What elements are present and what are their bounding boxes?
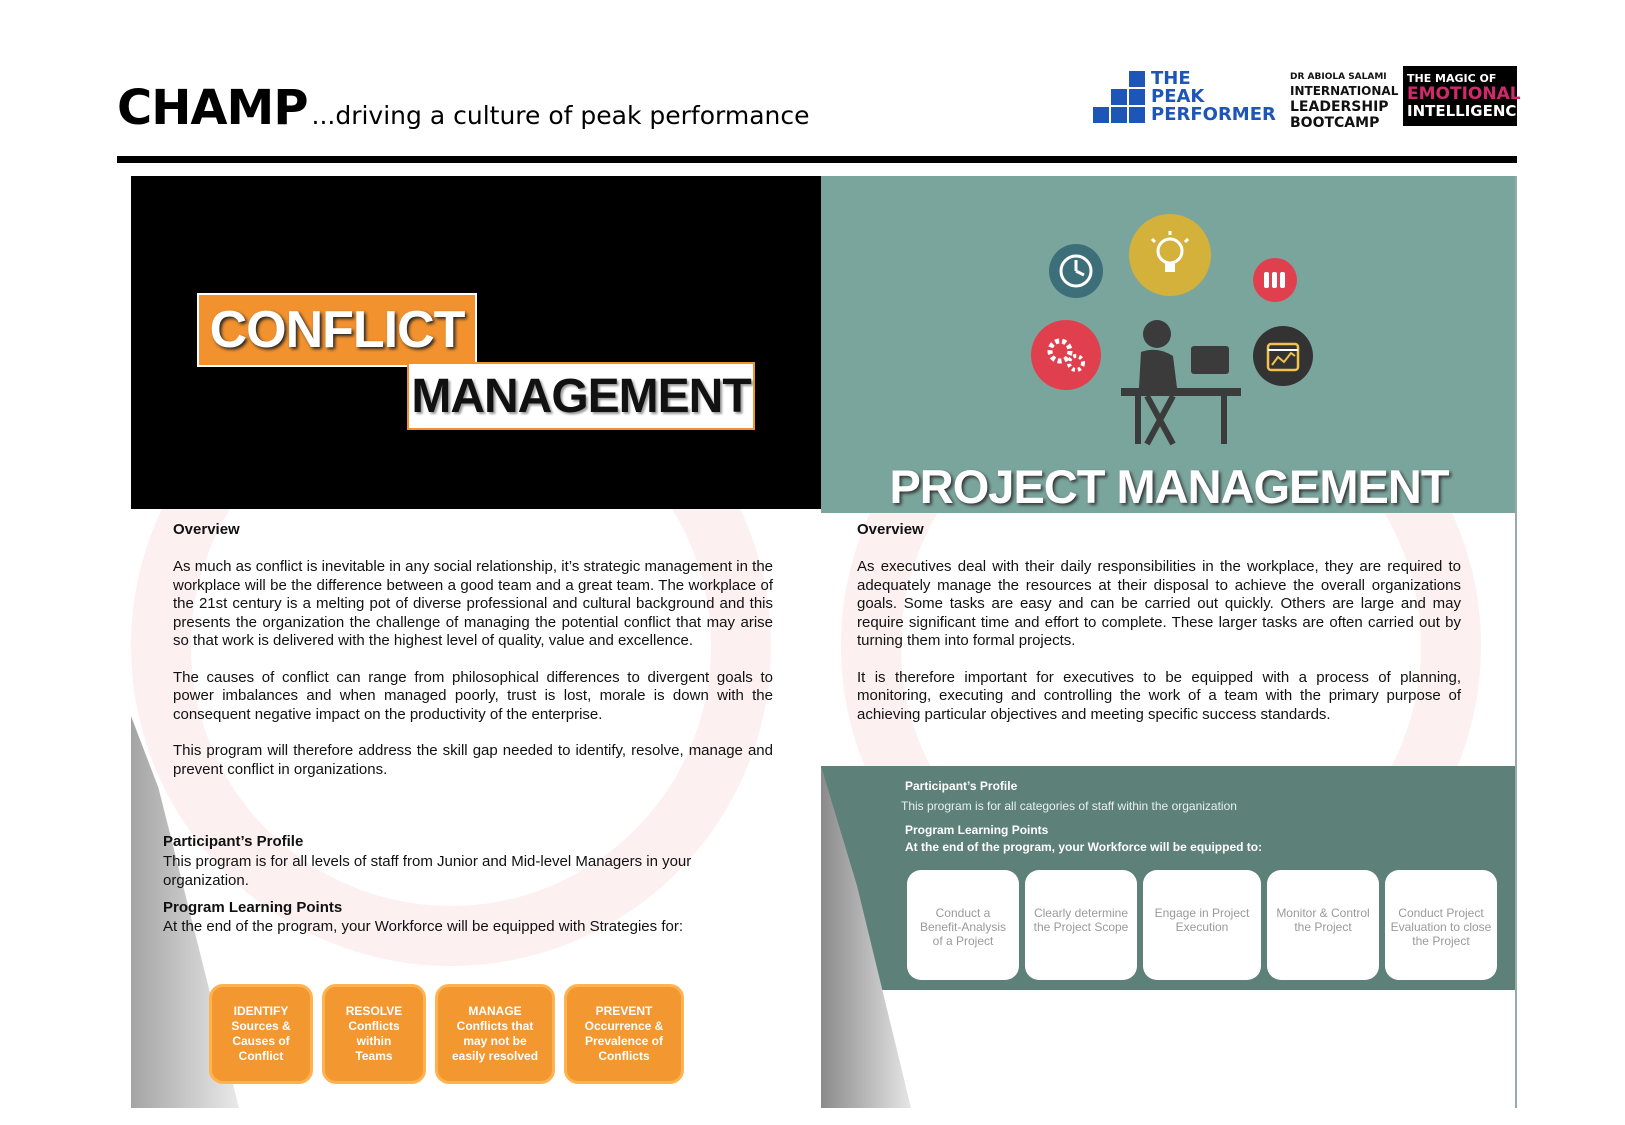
learning-point-card: Conduct Project Evaluation to close the Project xyxy=(1385,870,1497,980)
learning-points-row xyxy=(907,870,1497,980)
overview-paragraph: This program will therefore address the skill gap needed to identify, resolve, manage and prevent conflict in organizations. xyxy=(173,742,773,778)
conflict-title-line-1: CONFLICT xyxy=(209,301,465,359)
lightbulb-icon xyxy=(1129,214,1211,296)
peak-performer-line-2: PEAK xyxy=(1151,86,1205,107)
strategy-card: PREVENT Occurrence & Prevalence of Conflicts xyxy=(564,984,684,1084)
learning-points-text: At the end of the program, your Workforce will be equipped to: xyxy=(905,840,1263,854)
person-at-desk-icon xyxy=(1111,316,1251,451)
peak-performer-line-3: PERFORMER xyxy=(1151,104,1276,125)
strategy-card: MANAGE Conflicts that may not be easily resolved xyxy=(435,984,555,1084)
learning-point-card: Monitor & Control the Project xyxy=(1267,870,1379,980)
bootcamp-line-2: INTERNATIONAL xyxy=(1290,84,1399,98)
conflict-hero-banner xyxy=(131,176,821,509)
conflict-management-panel xyxy=(131,176,821,1108)
champ-tagline: ...driving a culture of peak performance xyxy=(311,101,810,130)
learning-point-card: Clearly determine the Project Scope xyxy=(1025,870,1137,980)
ei-line-2: EMOTIONAL xyxy=(1407,84,1521,104)
peak-performer-line-1: THE xyxy=(1151,68,1191,89)
clock-icon xyxy=(1049,244,1103,298)
champ-logo: CHAMP xyxy=(117,80,308,136)
header-divider xyxy=(117,156,1517,163)
participant-profile-text: This program is for all levels of staff from Junior and Mid-level Managers in your organization. xyxy=(163,853,692,889)
overview-paragraph: As much as conflict is inevitable in any social relationship, it’s strategic management in the workplace will be the difference between a good team and a great team. The workplace of the 21st century is a melting pot of diverse professional and cultural background and this presents the organization the challenge of managing the potential conflict that may arise so that work is delivered with the highest level of quality, value and excellence. xyxy=(173,558,773,649)
project-management-title: PROJECT MANAGEMENT xyxy=(889,460,1449,513)
overview-heading: Overview xyxy=(173,521,240,538)
peak-performer-logo xyxy=(1093,70,1276,124)
participant-profile-text: This program is for all categories of staff within the organization xyxy=(901,799,1237,813)
participant-profile-heading: Participant’s Profile xyxy=(163,833,304,850)
learning-point-card: Engage in Project Execution xyxy=(1143,870,1261,980)
conflict-title-line-2: MANAGEMENT xyxy=(411,369,751,423)
learning-point-card: Conduct a Benefit-Analysis of a Project xyxy=(907,870,1019,980)
project-management-panel xyxy=(821,176,1517,1108)
ei-line-3: INTELLIGENCE xyxy=(1407,102,1527,120)
emotional-intelligence-logo xyxy=(1403,66,1527,126)
gears-icon xyxy=(1031,320,1101,390)
leadership-bootcamp-logo xyxy=(1290,72,1398,131)
learning-points-heading: Program Learning Points xyxy=(163,899,343,916)
overview-body xyxy=(857,558,1461,742)
bootcamp-line-1: DR ABIOLA SALAMI xyxy=(1290,72,1387,82)
peak-performer-grid-icon xyxy=(1093,71,1145,123)
overview-paragraph: It is therefore important for executives to be equipped with a process of planning, monitoring, executing and controlling the work of a team with the primary purpose of achieving particular objectives and meeting specific success standards. xyxy=(857,668,1461,723)
overview-paragraph: The causes of conflict can range from philosophical differences to divergent goals to power imbalances and when managed poorly, trust is lost, morale is down with the consequent negative impact on the productivity of the enterprise. xyxy=(173,668,773,723)
project-hero-banner xyxy=(821,176,1517,513)
overview-heading: Overview xyxy=(857,521,924,538)
learning-points-text: At the end of the program, your Workforce will be equipped with Strategies for: xyxy=(163,918,683,935)
strategy-card: IDENTIFY Sources & Causes of Conflict xyxy=(209,984,313,1084)
ei-line-1: THE MAGIC OF xyxy=(1407,72,1497,85)
participant-profile-heading: Participant’s Profile xyxy=(905,779,1018,793)
champ-brand xyxy=(117,80,810,136)
team-icon xyxy=(1253,258,1297,302)
peak-performer-text xyxy=(1151,70,1276,124)
bootcamp-line-4: BOOTCAMP xyxy=(1290,115,1380,131)
strategies-row xyxy=(209,984,684,1084)
strategy-card: RESOLVE Conflicts within Teams xyxy=(322,984,426,1084)
overview-paragraph: As executives deal with their daily responsibilities in the workplace, they are required to adequately manage the resources at their disposal to achieve the overall organizations goals. Some tasks are easy and can be carried out quickly. Others are large and may require significant time and effort to complete. These larger tasks are often carried out by turning them into formal projects. xyxy=(857,558,1461,649)
conflict-title-box xyxy=(197,293,477,367)
bootcamp-line-3: LEADERSHIP xyxy=(1290,99,1389,115)
learning-points-heading: Program Learning Points xyxy=(905,823,1049,837)
overview-body xyxy=(173,558,773,797)
calendar-chart-icon xyxy=(1253,326,1313,386)
management-title-box xyxy=(407,362,755,430)
